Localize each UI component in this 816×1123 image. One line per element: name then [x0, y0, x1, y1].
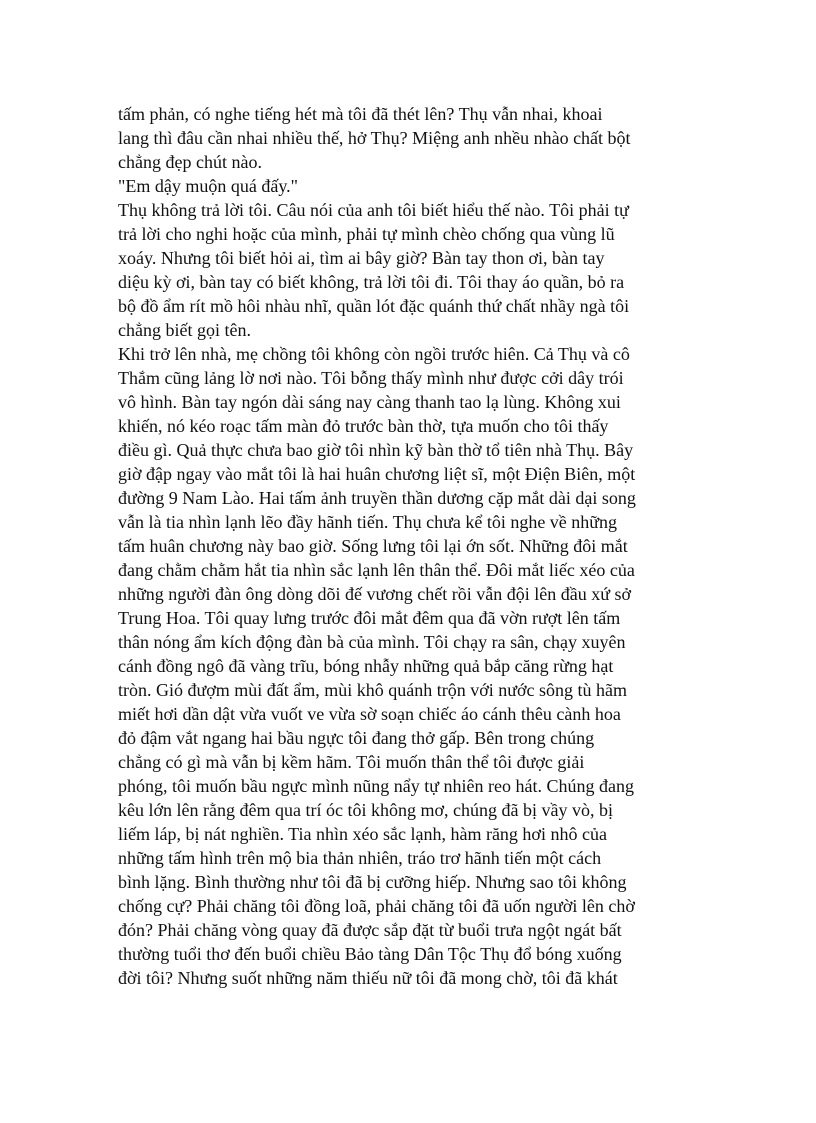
text-line: chẳng đẹp chút nào.	[118, 152, 262, 172]
text-line: chẳng có gì mà vẫn bị kềm hãm. Tôi muốn thân thể tôi được giải	[118, 752, 585, 772]
text-line: liếm láp, bị nát nghiền. Tia nhìn xéo sắc lạnh, hàm răng hơi nhô của	[118, 824, 607, 844]
text-line: xoáy. Nhưng tôi biết hỏi ai, tìm ai bây giờ? Bàn tay thon ơi, bàn tay	[118, 248, 605, 268]
text-line: Khi trở lên nhà, mẹ chồng tôi không còn ngồi trước hiên. Cả Thụ và cô	[118, 344, 630, 364]
text-line: thường tuổi thơ đến buổi chiều Bảo tàng Dân Tộc Thụ đổ bóng xuống	[118, 944, 622, 964]
text-line: những tấm hình trên mộ bia thản nhiên, tráo trơ hãnh tiến một cách	[118, 848, 602, 868]
text-line: giờ đập ngay vào mắt tôi là hai huân chương liệt sĩ, một Điện Biên, một	[118, 464, 636, 484]
text-line: Thụ không trả lời tôi. Câu nói của anh tôi biết hiểu thế nào. Tôi phải tự	[118, 200, 629, 220]
text-line: cánh đồng ngô đã vàng trĩu, bóng nhẫy những quả bắp căng rừng hạt	[118, 656, 614, 676]
text-line: đang chằm chằm hắt tia nhìn sắc lạnh lên thân thể. Đôi mắt liếc xéo của	[118, 560, 635, 580]
text-line: phóng, tôi muốn bầu ngực mình nũng nẩy tự nhiên reo hát. Chúng đang	[118, 776, 634, 796]
text-line: "Em dậy muộn quá đấy."	[118, 176, 298, 196]
text-line: tròn. Gió đượm mùi đất ẩm, mùi khô quánh trộn với nước sông tù hãm	[118, 680, 628, 700]
text-line: đỏ đậm vắt ngang hai bầu ngực tôi đang thở gấp. Bên trong chúng	[118, 728, 595, 748]
text-line: Thắm cũng lảng lờ nơi nào. Tôi bỗng thấy mình như được cởi dây trói	[118, 368, 624, 388]
text-line: bình lặng. Bình thường như tôi đã bị cưỡng hiếp. Nhưng sao tôi không	[118, 872, 627, 892]
text-line: chẳng biết gọi tên.	[118, 320, 251, 340]
text-line: đón? Phải chăng vòng quay đã được sắp đặt từ buổi trưa ngột ngát bất	[118, 920, 622, 940]
text-line: những người đàn ông dòng dõi đế vương chết rồi vẫn đội lên đầu xứ sở	[118, 584, 632, 604]
text-line: đời tôi? Nhưng suốt những năm thiếu nữ tôi đã mong chờ, tôi đã khát	[118, 968, 618, 988]
text-line: đường 9 Nam Lào. Hai tấm ảnh truyền thần dương cặp mắt dài dại song	[118, 488, 636, 508]
text-line: vẫn là tia nhìn lạnh lẽo đầy hãnh tiến. Thụ chưa kể tôi nghe về những	[118, 512, 618, 532]
text-line: bộ đồ ẩm rít mồ hôi nhàu nhĩ, quần lót đặc quánh thứ chất nhầy ngà tôi	[118, 296, 630, 316]
document-page	[118, 102, 704, 990]
text-line: chống cự? Phải chăng tôi đồng loã, phải chăng tôi đã uốn người lên chờ	[118, 896, 635, 916]
text-line: trả lời cho nghi hoặc của mình, phải tự mình chèo chống qua vùng lũ	[118, 224, 615, 244]
text-line: khiến, nó kéo roạc tấm màn đỏ trước bàn thờ, tựa muốn cho tôi thấy	[118, 416, 609, 436]
text-line: vô hình. Bàn tay ngón dài sáng nay càng thanh tao lạ lùng. Không xui	[118, 392, 621, 412]
text-line: Trung Hoa. Tôi quay lưng trước đôi mắt đêm qua đã vờn rượt lên tấm	[118, 608, 621, 628]
text-line: lang thì đâu cần nhai nhiều thế, hở Thụ? Miệng anh nhều nhào chất bột	[118, 128, 631, 148]
text-line: diệu kỳ ơi, bàn tay có biết không, trả lời tôi đi. Tôi thay áo quần, bỏ ra	[118, 272, 625, 292]
text-line: điều gì. Quả thực chưa bao giờ tôi nhìn kỹ bàn thờ tổ tiên nhà Thụ. Bây	[118, 440, 634, 460]
text-line: tấm huân chương này bao giờ. Sống lưng tôi lại ớn sốt. Những đôi mắt	[118, 536, 628, 556]
text-line: miết hơi dần dật vừa vuốt ve vừa sờ soạn chiếc áo cánh thêu cành hoa	[118, 704, 621, 724]
text-line: tấm phản, có nghe tiếng hét mà tôi đã thét lên? Thụ vẫn nhai, khoai	[118, 104, 603, 124]
text-line: kêu lớn lên rằng đêm qua trí óc tôi không mơ, chúng đã bị vầy vò, bị	[118, 800, 613, 820]
text-line: thân nóng ẩm kích động đàn bà của mình. Tôi chạy ra sân, chạy xuyên	[118, 632, 626, 652]
